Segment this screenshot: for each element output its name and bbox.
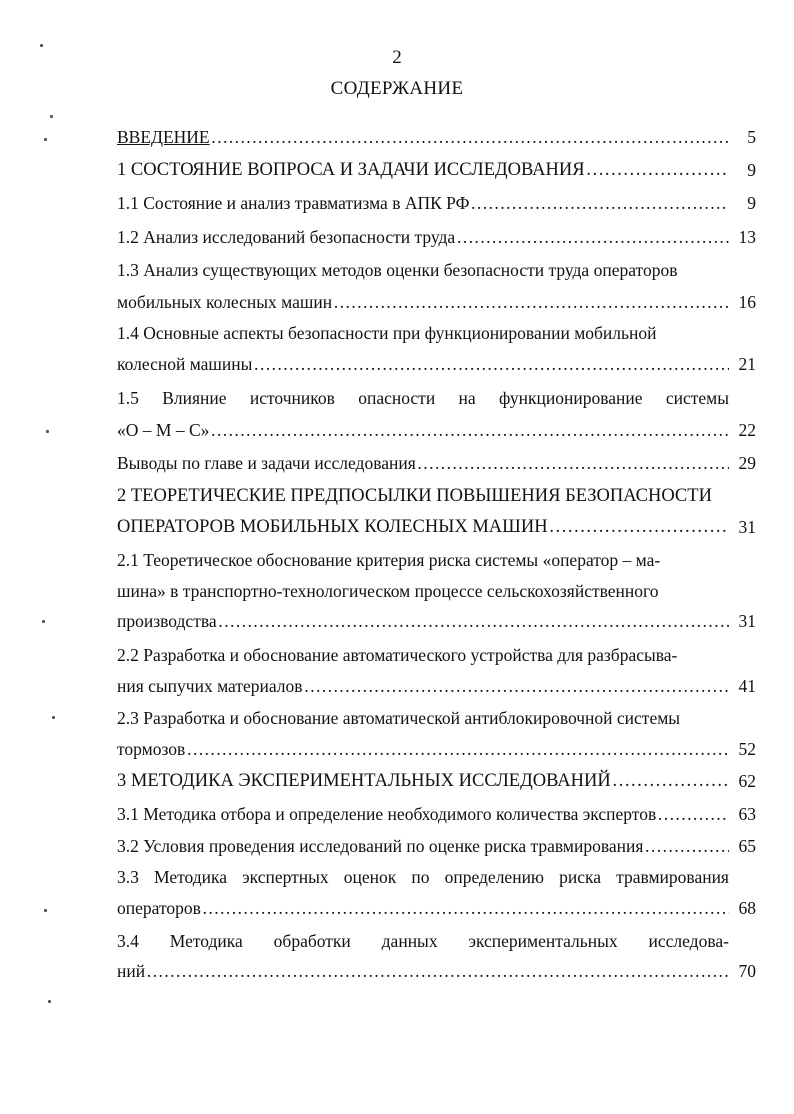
toc-entry [117,738,729,760]
toc-entry-text: ВВЕДЕНИЕ [117,127,210,147]
toc-word: опасности [358,388,436,408]
toc-word: данных [381,931,438,951]
toc-word: функционирование [498,388,643,408]
toc-page-number: 31 [738,611,756,631]
dot-leader [202,897,729,919]
toc-page-number: 9 [747,160,756,180]
toc-word: оценок [343,867,397,887]
page-number: 2 [392,47,402,68]
toc-entry-text: 3.2 Условия проведения исследований по оценке риска травмирования [117,836,644,856]
toc-entry-text: шина» в транспортно-технологическом процессе сельскохозяйственного [117,581,659,601]
toc-entry [117,322,729,344]
toc-entry-text: 2.2 Разработка и обоснование автоматического устройства для разбрасыва- [117,645,678,665]
scan-mark [44,909,47,912]
toc-word: 3.3 [117,867,139,887]
toc-page-number: 68 [738,898,756,918]
toc-word: определению [444,867,545,887]
toc-entry-text: мобильных колесных машин [117,292,333,312]
toc-entry [117,707,729,729]
toc-page-number: 70 [738,961,756,981]
dot-leader [218,610,729,632]
dot-leader [210,419,729,441]
toc-page-number: 21 [738,354,756,374]
scan-mark [40,44,43,47]
toc-word: исследова- [648,931,729,951]
toc-entry-text: 1.3 Анализ существующих методов оценки безопасности труда операторов [117,260,678,280]
toc-entry-text: ний [117,961,146,981]
dot-leader [470,192,729,214]
toc-entry-text: 1.2 Анализ исследований безопасности труда [117,227,456,247]
toc-word: травмирования [616,867,729,887]
toc-entry [117,126,729,148]
toc-entry [117,353,729,375]
toc-entry-text: 3 МЕТОДИКА ЭКСПЕРИМЕНТАЛЬНЫХ ИССЛЕДОВАНИЙ [117,771,611,791]
toc-entry-text: 3.1 Методика отбора и определение необходимого количества экспертов [117,804,657,824]
toc-word: обработки [273,931,351,951]
dot-leader [333,291,729,313]
toc-word: 3.4 [117,931,139,951]
toc-page-number: 31 [738,517,756,537]
toc-entry-text [117,866,729,888]
scan-mark [48,1000,51,1003]
toc-entry [117,960,729,982]
toc-entry [117,291,729,313]
toc-word: риска [559,867,602,887]
toc-page-number: 29 [738,453,756,473]
toc-word: источников [249,388,335,408]
toc-entry [117,159,729,181]
toc-entry [117,387,729,409]
dot-leader [456,226,729,248]
toc-entry-text: 1 СОСТОЯНИЕ ВОПРОСА И ЗАДАЧИ ИССЛЕДОВАНИЯ [117,160,585,180]
dot-leader [304,675,729,697]
toc-page-number: 41 [738,676,756,696]
dot-leader [549,516,729,538]
toc-entry-text: ОПЕРАТОРОВ МОБИЛЬНЫХ КОЛЕСНЫХ МАШИН [117,517,548,537]
toc-entry [117,419,729,441]
toc-entry-text: 2 ТЕОРЕТИЧЕСКИЕ ПРЕДПОСЫЛКИ ПОВЫШЕНИЯ БЕЗОПАСНОСТИ [117,486,712,506]
toc-entry [117,226,729,248]
toc-word: экспертных [242,867,329,887]
scan-mark [52,716,55,719]
toc-entry [117,259,729,281]
toc-entry-text: 1.4 Основные аспекты безопасности при функционировании мобильной [117,323,657,343]
toc-page-number: 13 [738,227,756,247]
toc-entry-text [117,930,729,952]
toc-entry-text: «О – М – С» [117,420,210,440]
toc-entry [117,452,729,474]
toc-entry-text: Выводы по главе и задачи исследования [117,453,416,473]
dot-leader [211,126,729,148]
toc-entry [117,930,729,952]
toc-word: системы [665,388,729,408]
dot-leader [644,835,729,857]
toc-word: экспериментальных [468,931,618,951]
dot-leader [186,738,729,760]
dot-leader [657,803,729,825]
dot-leader [417,452,729,474]
toc-word: Методика [169,931,243,951]
dot-leader [586,159,729,181]
toc-word: 1.5 [117,388,139,408]
toc-entry-text: операторов [117,898,201,918]
toc-word: по [411,867,430,887]
toc-entry [117,866,729,888]
toc-word: на [458,388,476,408]
toc-page-number: 16 [738,292,756,312]
dot-leader [146,960,729,982]
scan-mark [44,138,47,141]
toc-entry [117,610,729,632]
toc-page-number: 65 [738,836,756,856]
toc-entry-text [117,387,729,409]
toc-page-number: 62 [738,771,756,791]
toc-entry [117,580,729,602]
page-title: СОДЕРЖАНИЕ [330,78,464,99]
toc-entry [117,516,729,538]
toc-page-number: 52 [738,739,756,759]
dot-leader [253,353,729,375]
toc-entry [117,770,729,792]
scan-mark [50,115,53,118]
toc-word: Влияние [162,388,227,408]
toc-entry [117,549,729,571]
toc-word: Методика [153,867,228,887]
toc-entry-text: ния сыпучих материалов [117,676,303,696]
toc-entry-text: 1.1 Состояние и анализ травматизма в АПК РФ [117,193,470,213]
toc-entry [117,485,729,507]
toc-page-number: 9 [747,193,756,213]
toc-entry-text: 2.1 Теоретическое обоснование критерия риска системы «оператор – ма- [117,550,661,570]
toc-entry-text: 2.3 Разработка и обоснование автоматической антиблокировочной системы [117,708,681,728]
toc-entry-text: колесной машины [117,354,253,374]
toc-page-number: 22 [738,420,756,440]
toc-page-number: 5 [747,127,756,147]
toc-entry [117,897,729,919]
toc-page-number: 63 [738,804,756,824]
dot-leader [612,770,729,792]
toc-entry [117,644,729,666]
toc-entry [117,192,729,214]
toc-entry [117,675,729,697]
scan-mark [46,430,49,433]
toc-entry-text: производства [117,611,217,631]
toc-entry [117,803,729,825]
toc-entry-text: тормозов [117,739,186,759]
scan-mark [42,620,45,623]
toc-entry [117,835,729,857]
